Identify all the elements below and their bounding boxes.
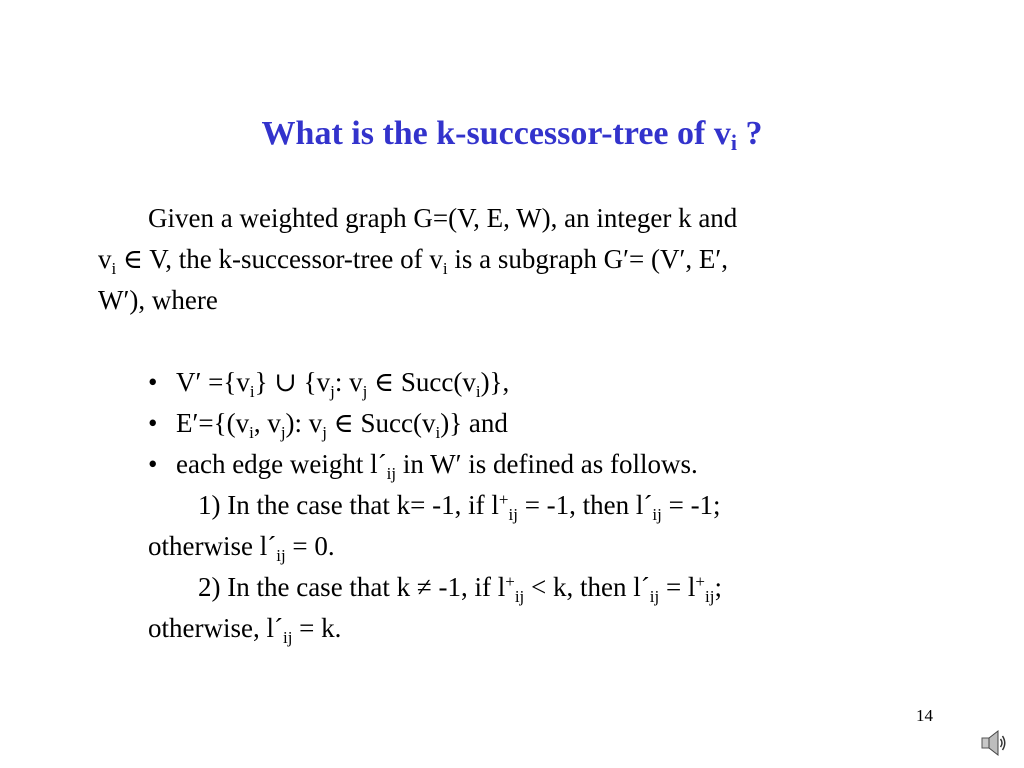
subscript: j (322, 423, 328, 442)
page-number: 14 (916, 706, 933, 725)
title-subscript: i (730, 130, 737, 155)
text: each edge weight l´ (176, 449, 387, 479)
case-1 (98, 485, 938, 526)
subscript: ij (508, 505, 518, 524)
bullet-v-prime (98, 362, 938, 403)
bullet-e-prime (98, 403, 938, 444)
text: otherwise, l´ (148, 613, 283, 643)
bullet-icon: • (148, 449, 158, 479)
subscript: i (249, 382, 255, 401)
text: in W′ is defined as follows. (396, 449, 698, 479)
text: E′={(v (176, 408, 250, 438)
text: = l (659, 572, 696, 602)
subscript: i (249, 423, 254, 442)
subscript: i (475, 382, 481, 401)
text: 2) In the case that k ≠ -1, if l (198, 572, 506, 602)
text: ∈ Succ(v (367, 367, 476, 397)
spacer (98, 321, 938, 362)
case-2-otherwise (98, 608, 938, 649)
text: < k, then l´ (524, 572, 650, 602)
text: : v (334, 367, 363, 397)
bullet-icon: • (148, 367, 158, 397)
bullet-icon: • (148, 408, 158, 438)
text: = -1, then l´ (517, 490, 653, 520)
slide-title (0, 114, 1024, 154)
slide-body (98, 198, 938, 649)
case-1-otherwise (98, 526, 938, 567)
subscript: i (111, 259, 117, 278)
subscript: ij (652, 505, 662, 524)
subscript: j (280, 423, 286, 442)
text: ∈ V, the k-successor-tree of v (116, 244, 443, 274)
text: v (98, 244, 112, 274)
speaker-icon[interactable] (981, 728, 1007, 758)
text: = k. (292, 613, 342, 643)
title-text: What is the k-successor-tree of v (261, 115, 731, 152)
subscript: ij (276, 546, 286, 565)
text: ): v (285, 408, 323, 438)
superscript: + (505, 572, 515, 591)
text: = 0. (285, 531, 335, 561)
paragraph-line-2 (98, 239, 938, 280)
text: is a subgraph G′= (V′, E′, (447, 244, 728, 274)
subscript: j (330, 382, 335, 401)
subscript: j (362, 382, 368, 401)
bullet-edge-weight (98, 444, 938, 485)
subscript: ij (282, 628, 293, 647)
title-tail: ? (736, 115, 763, 152)
text: = -1; (661, 490, 721, 520)
superscript: + (498, 490, 509, 509)
text: ∈ Succ(v (327, 408, 436, 438)
text: , v (253, 408, 281, 438)
superscript: + (695, 572, 706, 591)
case-2 (98, 567, 938, 608)
subscript: ij (649, 587, 660, 606)
text: W′), where (98, 285, 218, 315)
text: V′ ={v (176, 367, 250, 397)
subscript: ij (514, 587, 525, 606)
subscript: ij (705, 587, 715, 606)
text: )} and (440, 408, 508, 438)
subscript: i (442, 259, 448, 278)
text: } ∪ {v (254, 367, 331, 397)
subscript: ij (386, 464, 397, 483)
paragraph-line-1 (98, 198, 938, 239)
text: )}, (480, 367, 510, 397)
text: 1) In the case that k= -1, if l (198, 490, 499, 520)
text: ; (714, 572, 722, 602)
text: otherwise l´ (148, 531, 277, 561)
paragraph-line-3 (98, 280, 938, 321)
subscript: i (435, 423, 441, 442)
text: Given a weighted graph G=(V, E, W), an integer k and (148, 203, 738, 233)
